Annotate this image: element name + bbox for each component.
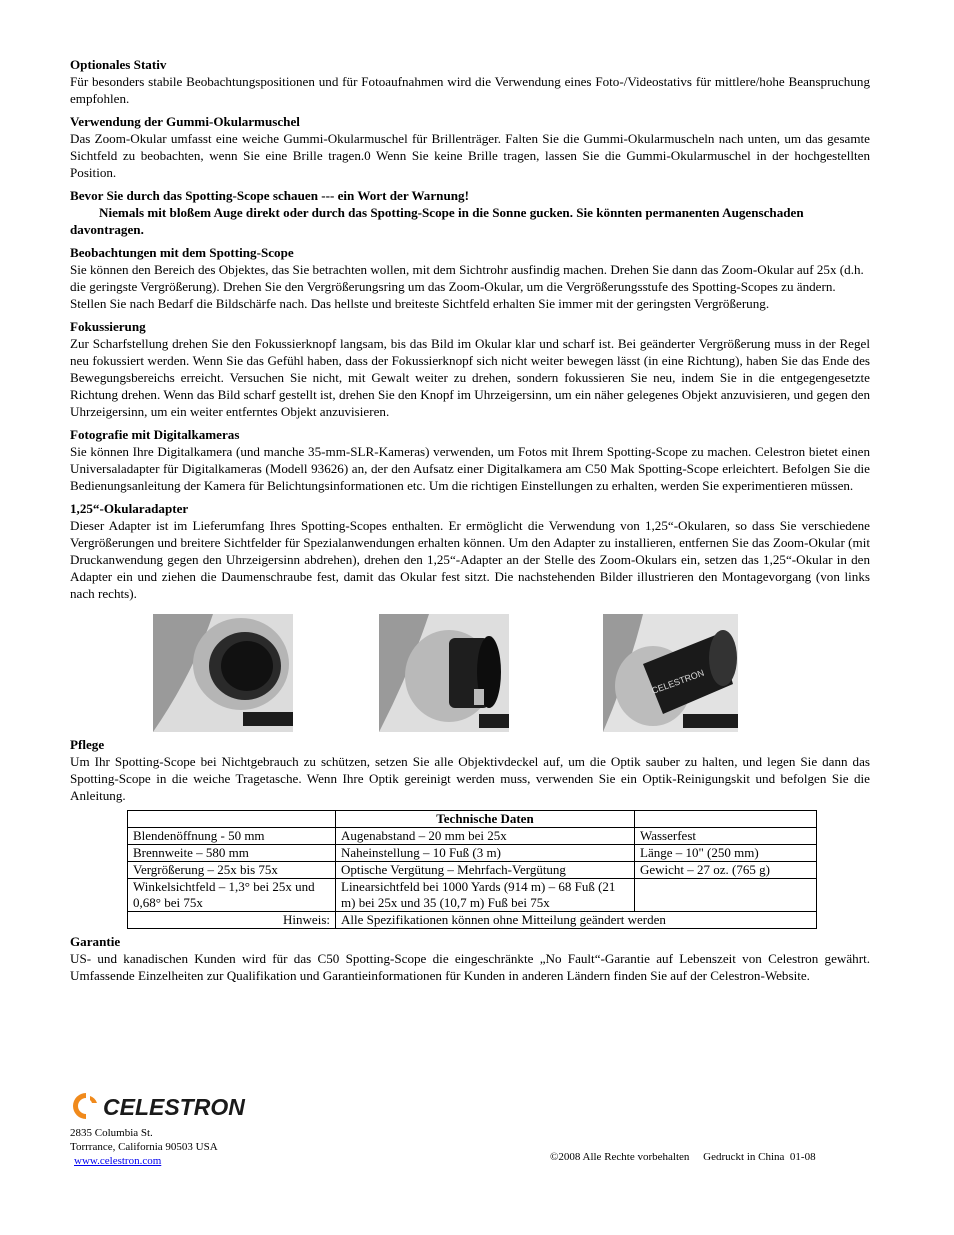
table-row: [128, 912, 817, 929]
section-observing: [70, 244, 870, 312]
section-body: US- und kanadischen Kunden wird für das C50 Spotting-Scope die eingeschränkte „No Fault“-Garantie auf Lebenszeit von Celestron gewährt. Umfassende Einzelheiten zur Qualifikation und Garantieinformationen für Kunden in anderen Ländern finden Sie auf der Celestron-Website.: [70, 951, 870, 983]
section-adapter: [70, 500, 870, 602]
address-line: 2835 Columbia St.: [70, 1127, 153, 1139]
copyright-text: ©2008 Alle Rechte vorbehalten Gedruckt in China 01-08: [550, 1151, 816, 1163]
section-title: Verwendung der Gummi-Okularmuschel: [70, 114, 300, 129]
address-line: Torrrance, California 90503 USA: [70, 1141, 218, 1153]
section-body: Zur Scharfstellung drehen Sie den Fokussierknopf langsam, bis das Bild im Okular klar und scharf ist. Bei geänderter Vergrößerung muss in der Regel neu fokussiert werden. Wenn Sie das Gefühl haben, dass der Fokussierknopf sich nicht weiter bewegen lässt (in eine Richtung), haben Sie das Ende des Bewegungsbereichs erreicht. Versuchen Sie nicht, mit Gewalt weiter zu drehen, sondern fokussieren Sie neu, indem Sie in die entgegengesetzte Richtung drehen. Wenn das Bild scharf gestellt ist, drehen Sie den Knopf im Uhrzeigersinn, um ein näher gelegenes Objekt anzuvisieren, und gegen den Uhrzeigersinn, um ein weiter entferntes Objekt anzuvisieren.: [70, 336, 870, 419]
table-row: [128, 811, 817, 828]
table-cell: Naheinstellung – 10 Fuß (3 m): [336, 845, 635, 862]
note-label: Hinweis:: [128, 912, 336, 929]
section-title: Optionales Stativ: [70, 57, 167, 72]
section-body: Dieser Adapter ist im Lieferumfang Ihres Spotting-Scopes enthalten. Er ermöglicht die Verwendung von 1,25“-Okularen, so dass Sie verschiedene Vergrößerungen und breitere Sichtfelder für Spezialanwendungen erhalten können. Um den Adapter zu installieren, entfernen Sie das Zoom-Okular (mit Druckanwendung gegen den Uhrzeigersinn abdrehen), drehen den 1,25“-Adapter an der Stelle des Zoom-Okulars ein, setzen das 1,25“-Okular in den Adapter ein und ziehen die Daumenschraube fest, damit das Okular fest sitzt. Die nachstehenden Bilder illustrieren den Montagevorgang (von links nach rechts).: [70, 518, 870, 601]
assembly-photos: [70, 614, 870, 734]
logo-text: CELESTRON: [103, 1094, 245, 1120]
table-row: [128, 845, 817, 862]
section-body: Sie können den Bereich des Objektes, das Sie betrachten wollen, mit dem Sichtrohr ausfindig machen. Drehen Sie dann das Zoom-Okular auf 25x (d.h. die geringste Vergrößerung). Drehen Sie den Vergrößerungsring um das Zoom-Okular, um die Vergrößerungsstufe des Spotting-Scopes zu ändern. Stellen Sie nach Bedarf die Bildschärfe nach. Das hellste und breiteste Sichtfeld erhalten Sie immer mit der geringsten Vergrößerung.: [70, 262, 864, 311]
section-title: Fokussierung: [70, 319, 146, 334]
table-cell: Blendenöffnung - 50 mm: [128, 828, 336, 845]
section-warning: [70, 187, 870, 238]
spec-table-header: Technische Daten: [336, 811, 635, 828]
section-body: Das Zoom-Okular umfasst eine weiche Gummi-Okularmuschel für Brillenträger. Falten Sie die Gummi-Okularmuscheln nach unten, um das gesamte Sichtfeld zu beobachten, wenn Sie eine Brille tragen.0 Wenn Sie keine Brille tragen, lassen Sie die Gummi-Okularmuschel in der hochgestellten Position.: [70, 131, 870, 180]
section-focusing: [70, 318, 870, 420]
section-body: Um Ihr Spotting-Scope bei Nichtgebrauch zu schützen, setzen Sie alle Objektivdeckel auf, um die Optik sauber zu halten, und legen Sie dann das Spotting-Scope in die weiche Tragetasche. Wenn Ihre Optik gereinigt werden muss, verwenden Sie ein Optik-Reinigungskit und befolgen Sie die Anleitung.: [70, 754, 870, 803]
table-cell: [635, 879, 817, 912]
table-cell: Vergrößerung – 25x bis 75x: [128, 862, 336, 879]
section-eyecup: [70, 113, 870, 181]
table-row: [128, 862, 817, 879]
section-title: Bevor Sie durch das Spotting-Scope schauen --- ein Wort der Warnung!: [70, 188, 469, 203]
website-link[interactable]: www.celestron.com: [74, 1155, 162, 1167]
table-cell: Gewicht – 27 oz. (765 g): [635, 862, 817, 879]
table-cell: Brennweite – 580 mm: [128, 845, 336, 862]
photo-brand-text: CELESTRON: [650, 667, 706, 696]
table-cell: Winkelsichtfeld – 1,3° bei 25x und 0,68° bei 75x: [128, 879, 336, 912]
section-title: Pflege: [70, 737, 105, 752]
footer: [70, 1090, 870, 1168]
table-cell: Optische Vergütung – Mehrfach-Vergütung: [336, 862, 635, 879]
section-guarantee: [70, 933, 870, 984]
section-body: Sie können Ihre Digitalkamera (und manche 35-mm-SLR-Kameras) verwenden, um Fotos mit Ihrem Spotting-Scope zu machen. Celestron bietet einen Universaladapter für Digitalkameras (Modell 93626) an, der den Aufsatz einer Digitalkamera am C50 Mak Spotting-Scope erleichtert. Befolgen Sie die Bedienungsanleitung der Kamera für Belichtungsinformationen etc. Um die richtigen Einstellungen zu erhalten, werden Sie experimentieren müssen.: [70, 444, 870, 493]
warning-text: Niemals mit bloßem Auge direkt oder durch das Spotting-Scope in die Sonne gucken. Sie könnten permanenten Augenschaden davontragen.: [70, 205, 804, 237]
section-title: Garantie: [70, 934, 121, 949]
note-text: Alle Spezifikationen können ohne Mitteilung geändert werden: [336, 912, 817, 929]
celestron-logo: [70, 1090, 870, 1122]
document-page: [70, 56, 870, 990]
section-care: [70, 736, 870, 804]
photo-step-1: [153, 614, 293, 732]
table-row: [128, 828, 817, 845]
section-photography: [70, 426, 870, 494]
section-title: Beobachtungen mit dem Spotting-Scope: [70, 245, 294, 260]
spec-table: [127, 810, 817, 929]
table-cell: Augenabstand – 20 mm bei 25x: [336, 828, 635, 845]
table-cell: Linearsichtfeld bei 1000 Yards (914 m) – 68 Fuß (21 m) bei 25x und 35 (10,7 m) Fuß bei 75x: [336, 879, 635, 912]
section-body: Für besonders stabile Beobachtungspositionen und für Fotoaufnahmen wird die Verwendung eines Foto-/Videostativs für mittlere/hohe Beanspruchung empfohlen.: [70, 74, 870, 106]
photo-step-3: [603, 614, 738, 732]
table-cell: Wasserfest: [635, 828, 817, 845]
section-title: Fotografie mit Digitalkameras: [70, 427, 240, 442]
table-cell: Länge – 10" (250 mm): [635, 845, 817, 862]
section-tripod: [70, 56, 870, 107]
photo-step-2: [379, 614, 509, 732]
table-row: [128, 879, 817, 912]
section-title: 1,25“-Okularadapter: [70, 501, 189, 516]
